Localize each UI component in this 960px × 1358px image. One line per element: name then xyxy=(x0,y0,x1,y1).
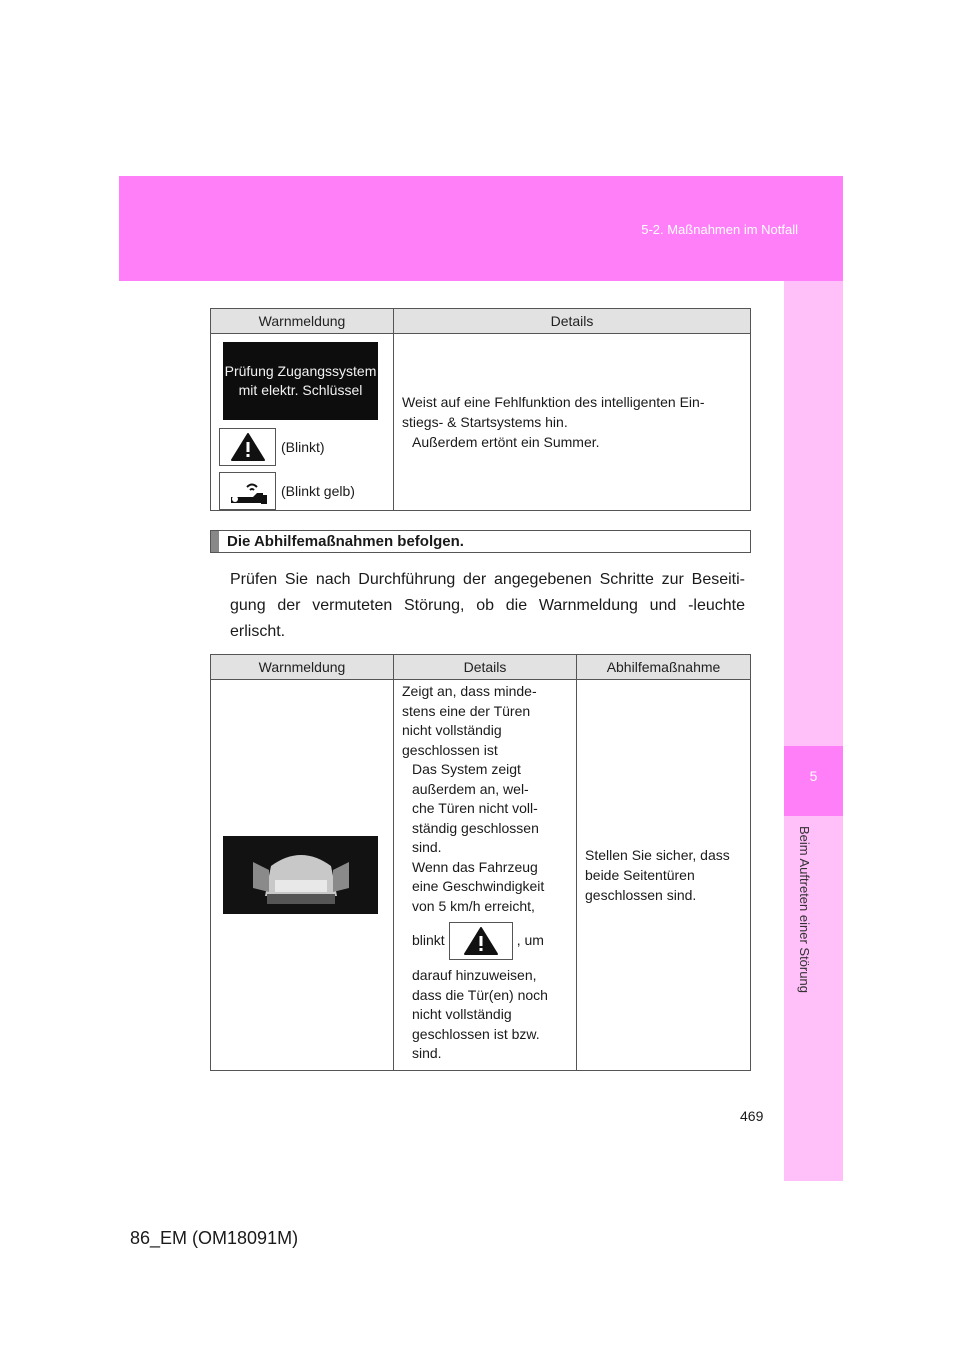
side-tab-number: 5 xyxy=(784,746,843,816)
col-abhilfe: Abhilfemaßnahme xyxy=(577,655,751,680)
warning-table-1 xyxy=(210,308,751,511)
details-cell: Weist auf eine Fehlfunktion des intelligenten Ein- stiegs- & Startsystems hin. Außerdem ertönt ein Summer. xyxy=(394,334,751,511)
door-open-car-image xyxy=(223,836,378,914)
instruction-paragraph: Prüfen Sie nach Durchführung der angegebenen Schritte zur Beseitigung der vermuteten Störung, ob die Warnmeldung und -leuchte erlischt. xyxy=(230,571,745,640)
details-cell: Zeigt an, dass minde- stens eine der Türen nicht vollständig geschlossen ist Das System zeigt außerdem an, wel- che Türen nicht voll- ständig geschlossen sind. Wenn das Fahrzeug eine Geschwindigkeit von 5 km/h erreicht, blinkt , um darauf hinzuweisen, dass die Tür(en) noch nicht vollständig geschlossen ist bzw. sind. xyxy=(394,680,577,1071)
col-details: Details xyxy=(394,655,577,680)
warning-table-2 xyxy=(210,654,751,1071)
col-warnmeldung: Warnmeldung xyxy=(211,309,394,334)
message-display: Prüfung Zugangssystem mit elektr. Schlüssel xyxy=(223,342,378,420)
icon2-label: (Blinkt gelb) xyxy=(281,483,355,499)
warning-triangle-icon xyxy=(449,922,513,960)
action-cell: Stellen Sie sicher, dass beide Seitentüren geschlossen sind. xyxy=(577,680,751,1071)
key-system-icon xyxy=(219,472,276,510)
col-details: Details xyxy=(394,309,751,334)
icon1-label: (Blinkt) xyxy=(281,439,325,455)
page-number: 469 xyxy=(740,1108,764,1124)
section-heading: Die Abhilfemaßnahmen befolgen. xyxy=(210,530,751,553)
side-tab-label: Beim Auftreten einer Störung xyxy=(797,826,812,993)
footer-code: 86_EM (OM18091M) xyxy=(130,1228,299,1248)
warning-triangle-icon xyxy=(219,428,276,466)
warning-cell xyxy=(211,334,394,511)
section-label: 5-2. Maßnahmen im Notfall xyxy=(641,222,798,237)
col-warnmeldung: Warnmeldung xyxy=(211,655,394,680)
warning-cell xyxy=(211,680,394,1071)
